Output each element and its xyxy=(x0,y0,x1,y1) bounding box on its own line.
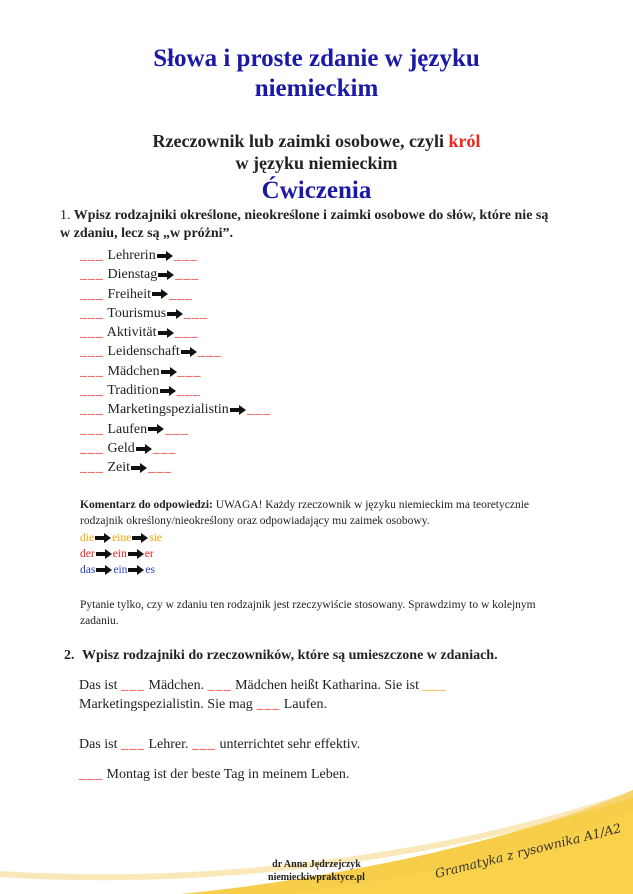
comment-text-1: UWAGA! Każdy rzeczownik w języku niemieckim ma teoretycznie xyxy=(212,499,530,511)
article-row xyxy=(80,546,162,562)
noun-word: Tourismus xyxy=(107,305,167,321)
arrow-right-icon xyxy=(128,565,144,575)
subtitle-line-2: w języku niemieckim xyxy=(235,153,398,173)
noun-word: Zeit xyxy=(107,460,131,476)
sentence-text: Mädchen. xyxy=(148,678,205,693)
article-blank[interactable]: ___ xyxy=(80,248,104,263)
article-blank[interactable]: ___ xyxy=(80,344,104,360)
article-blank[interactable]: ___ xyxy=(80,383,104,399)
footer-site: niemieckiwpraktyce.pl xyxy=(268,872,365,883)
noun-word: Mädchen xyxy=(107,363,160,379)
arrow-right-icon xyxy=(96,565,112,575)
article-blank[interactable]: ___ xyxy=(80,460,104,476)
sentence-text: Mädchen heißt Katharina. Sie ist xyxy=(235,678,419,693)
article-blank[interactable]: ___ xyxy=(80,305,104,321)
sentence-text: unterrichtet sehr effektiv. xyxy=(219,737,361,752)
task-1-instruction xyxy=(60,207,620,243)
word-item xyxy=(80,362,271,381)
definite-article: das xyxy=(80,564,96,576)
comment-line-2: rodzajnik określony/nieokreślony oraz odpowiadający mu zaimek osobowy. xyxy=(80,515,430,527)
note-line-2: zadaniu. xyxy=(80,615,119,627)
arrow-right-icon xyxy=(230,405,246,415)
arrow-right-icon xyxy=(152,289,168,299)
word-item xyxy=(80,304,271,323)
word-item xyxy=(80,400,271,419)
arrow-right-icon xyxy=(157,251,173,261)
answer-blank[interactable]: ___ xyxy=(422,678,447,693)
indefinite-article: eine xyxy=(112,532,132,544)
pronoun-blank[interactable]: ___ xyxy=(177,363,202,379)
arrow-right-icon xyxy=(136,444,152,454)
articles-list xyxy=(80,530,162,578)
answer-blank[interactable]: ___ xyxy=(79,767,103,782)
noun-word: Tradition xyxy=(107,383,159,399)
subtitle-line-1 xyxy=(0,130,633,152)
arrow-right-icon xyxy=(128,549,144,559)
word-item xyxy=(80,458,271,477)
title-line-2: niemieckim xyxy=(254,75,379,102)
sentence-text: Laufen. xyxy=(283,697,327,712)
answer-blank[interactable]: ___ xyxy=(256,697,281,712)
article-row xyxy=(80,562,162,578)
task-2-instruction xyxy=(64,647,604,665)
arrow-right-icon xyxy=(158,270,174,280)
footer-author: dr Anna Jędrzejczyk xyxy=(272,859,361,870)
sentence-text: Das ist xyxy=(79,678,118,693)
sentence-2 xyxy=(79,695,327,714)
personal-pronoun: er xyxy=(144,548,154,560)
task-1-text: Wpisz rodzajniki określone, nieokreślone i zaimki osobowe do słów, które nie są xyxy=(73,208,549,223)
answer-blank[interactable]: ___ xyxy=(121,737,145,752)
indefinite-article: ein xyxy=(112,548,127,560)
arrow-right-icon xyxy=(181,347,197,357)
pronoun-blank[interactable]: ___ xyxy=(152,440,177,456)
pronoun-blank[interactable]: ___ xyxy=(176,383,201,399)
word-item xyxy=(80,246,271,265)
answer-blank[interactable]: ___ xyxy=(192,737,217,752)
footer xyxy=(0,858,633,884)
task-1-line-1 xyxy=(60,207,620,225)
definite-article: die xyxy=(80,532,95,544)
article-blank[interactable]: ___ xyxy=(80,286,104,302)
word-item xyxy=(80,265,271,284)
pronoun-blank[interactable]: ___ xyxy=(165,421,190,437)
sentence-text: Lehrer. xyxy=(148,737,189,752)
sentence-text: Montag ist der beste Tag in meinem Leben. xyxy=(106,767,350,782)
section-heading: Ćwiczenia xyxy=(261,177,372,204)
pronoun-blank[interactable]: ___ xyxy=(173,248,198,263)
pronoun-blank[interactable]: ___ xyxy=(174,325,199,341)
article-blank[interactable]: ___ xyxy=(80,402,104,418)
answer-blank[interactable]: ___ xyxy=(207,678,232,693)
arrow-right-icon xyxy=(132,533,148,543)
noun-word: Dienstag xyxy=(107,267,158,283)
task-1-number: 1. xyxy=(60,208,71,223)
word-list xyxy=(80,246,271,478)
comment-line-1 xyxy=(80,497,600,513)
arrow-right-icon xyxy=(160,386,176,396)
arrow-right-icon xyxy=(148,424,164,434)
subtitle xyxy=(0,130,633,174)
page-title xyxy=(0,44,633,104)
subtitle-highlight: król xyxy=(448,131,481,151)
definite-article: der xyxy=(80,548,95,560)
article-blank[interactable]: ___ xyxy=(80,440,104,456)
task-2-number: 2. xyxy=(64,648,75,663)
comment xyxy=(80,497,600,529)
pronoun-blank[interactable]: ___ xyxy=(148,460,173,476)
word-item xyxy=(80,439,271,458)
noun-word: Leidenschaft xyxy=(107,344,180,360)
pronoun-blank[interactable]: ___ xyxy=(246,402,271,418)
task-1-line-2: w zdaniu, lecz są „w próżni”. xyxy=(60,226,234,241)
article-blank[interactable]: ___ xyxy=(80,421,104,437)
personal-pronoun: sie xyxy=(149,532,162,544)
article-blank[interactable]: ___ xyxy=(80,325,104,341)
pronoun-blank[interactable]: ___ xyxy=(184,305,209,321)
sentence-3 xyxy=(79,735,360,754)
arrow-right-icon xyxy=(95,533,111,543)
arrow-right-icon xyxy=(96,549,112,559)
sentence-1 xyxy=(79,676,447,695)
pronoun-blank[interactable]: ___ xyxy=(175,267,200,283)
note xyxy=(80,597,600,629)
arrow-right-icon xyxy=(131,463,147,473)
word-item xyxy=(80,381,271,400)
sentence-text: Marketingspezialistin. Sie mag xyxy=(79,697,253,712)
task-2-text: Wpisz rodzajniki do rzeczowników, które są umieszczone w zdaniach. xyxy=(82,648,498,663)
arrow-right-icon xyxy=(161,367,177,377)
corner-handwriting: Gramatyka z rysownika A1/A2 xyxy=(433,820,623,881)
pronoun-blank[interactable]: ___ xyxy=(169,286,194,302)
word-item xyxy=(80,285,271,304)
personal-pronoun: es xyxy=(145,564,155,576)
subtitle-text: Rzeczownik lub zaimki osobowe, czyli xyxy=(152,131,449,151)
title-line-1: Słowa i proste zdanie w języku xyxy=(153,45,480,72)
article-row xyxy=(80,530,162,546)
answer-blank[interactable]: ___ xyxy=(121,678,145,693)
noun-word: Freiheit xyxy=(107,286,152,302)
note-line-1: Pytanie tylko, czy w zdaniu ten rodzajnik jest rzeczywiście stosowany. Sprawdzimy to w kolejnym xyxy=(80,599,536,611)
article-blank[interactable]: ___ xyxy=(80,267,104,283)
comment-label: Komentarz do odpowiedzi: xyxy=(80,499,213,511)
indefinite-article: ein xyxy=(113,564,128,576)
word-item xyxy=(80,323,271,342)
word-item xyxy=(80,342,271,361)
noun-word: Aktivität xyxy=(106,325,157,341)
noun-word: Geld xyxy=(107,440,135,456)
sentence-text: Das ist xyxy=(79,737,118,752)
noun-word: Laufen xyxy=(107,421,148,437)
arrow-right-icon xyxy=(158,328,174,338)
pronoun-blank[interactable]: ___ xyxy=(197,344,222,360)
noun-word: Lehrerin xyxy=(107,248,156,263)
noun-word: Marketingspezialistin xyxy=(107,402,229,418)
word-item xyxy=(80,420,271,439)
arrow-right-icon xyxy=(167,309,183,319)
article-blank[interactable]: ___ xyxy=(80,363,104,379)
